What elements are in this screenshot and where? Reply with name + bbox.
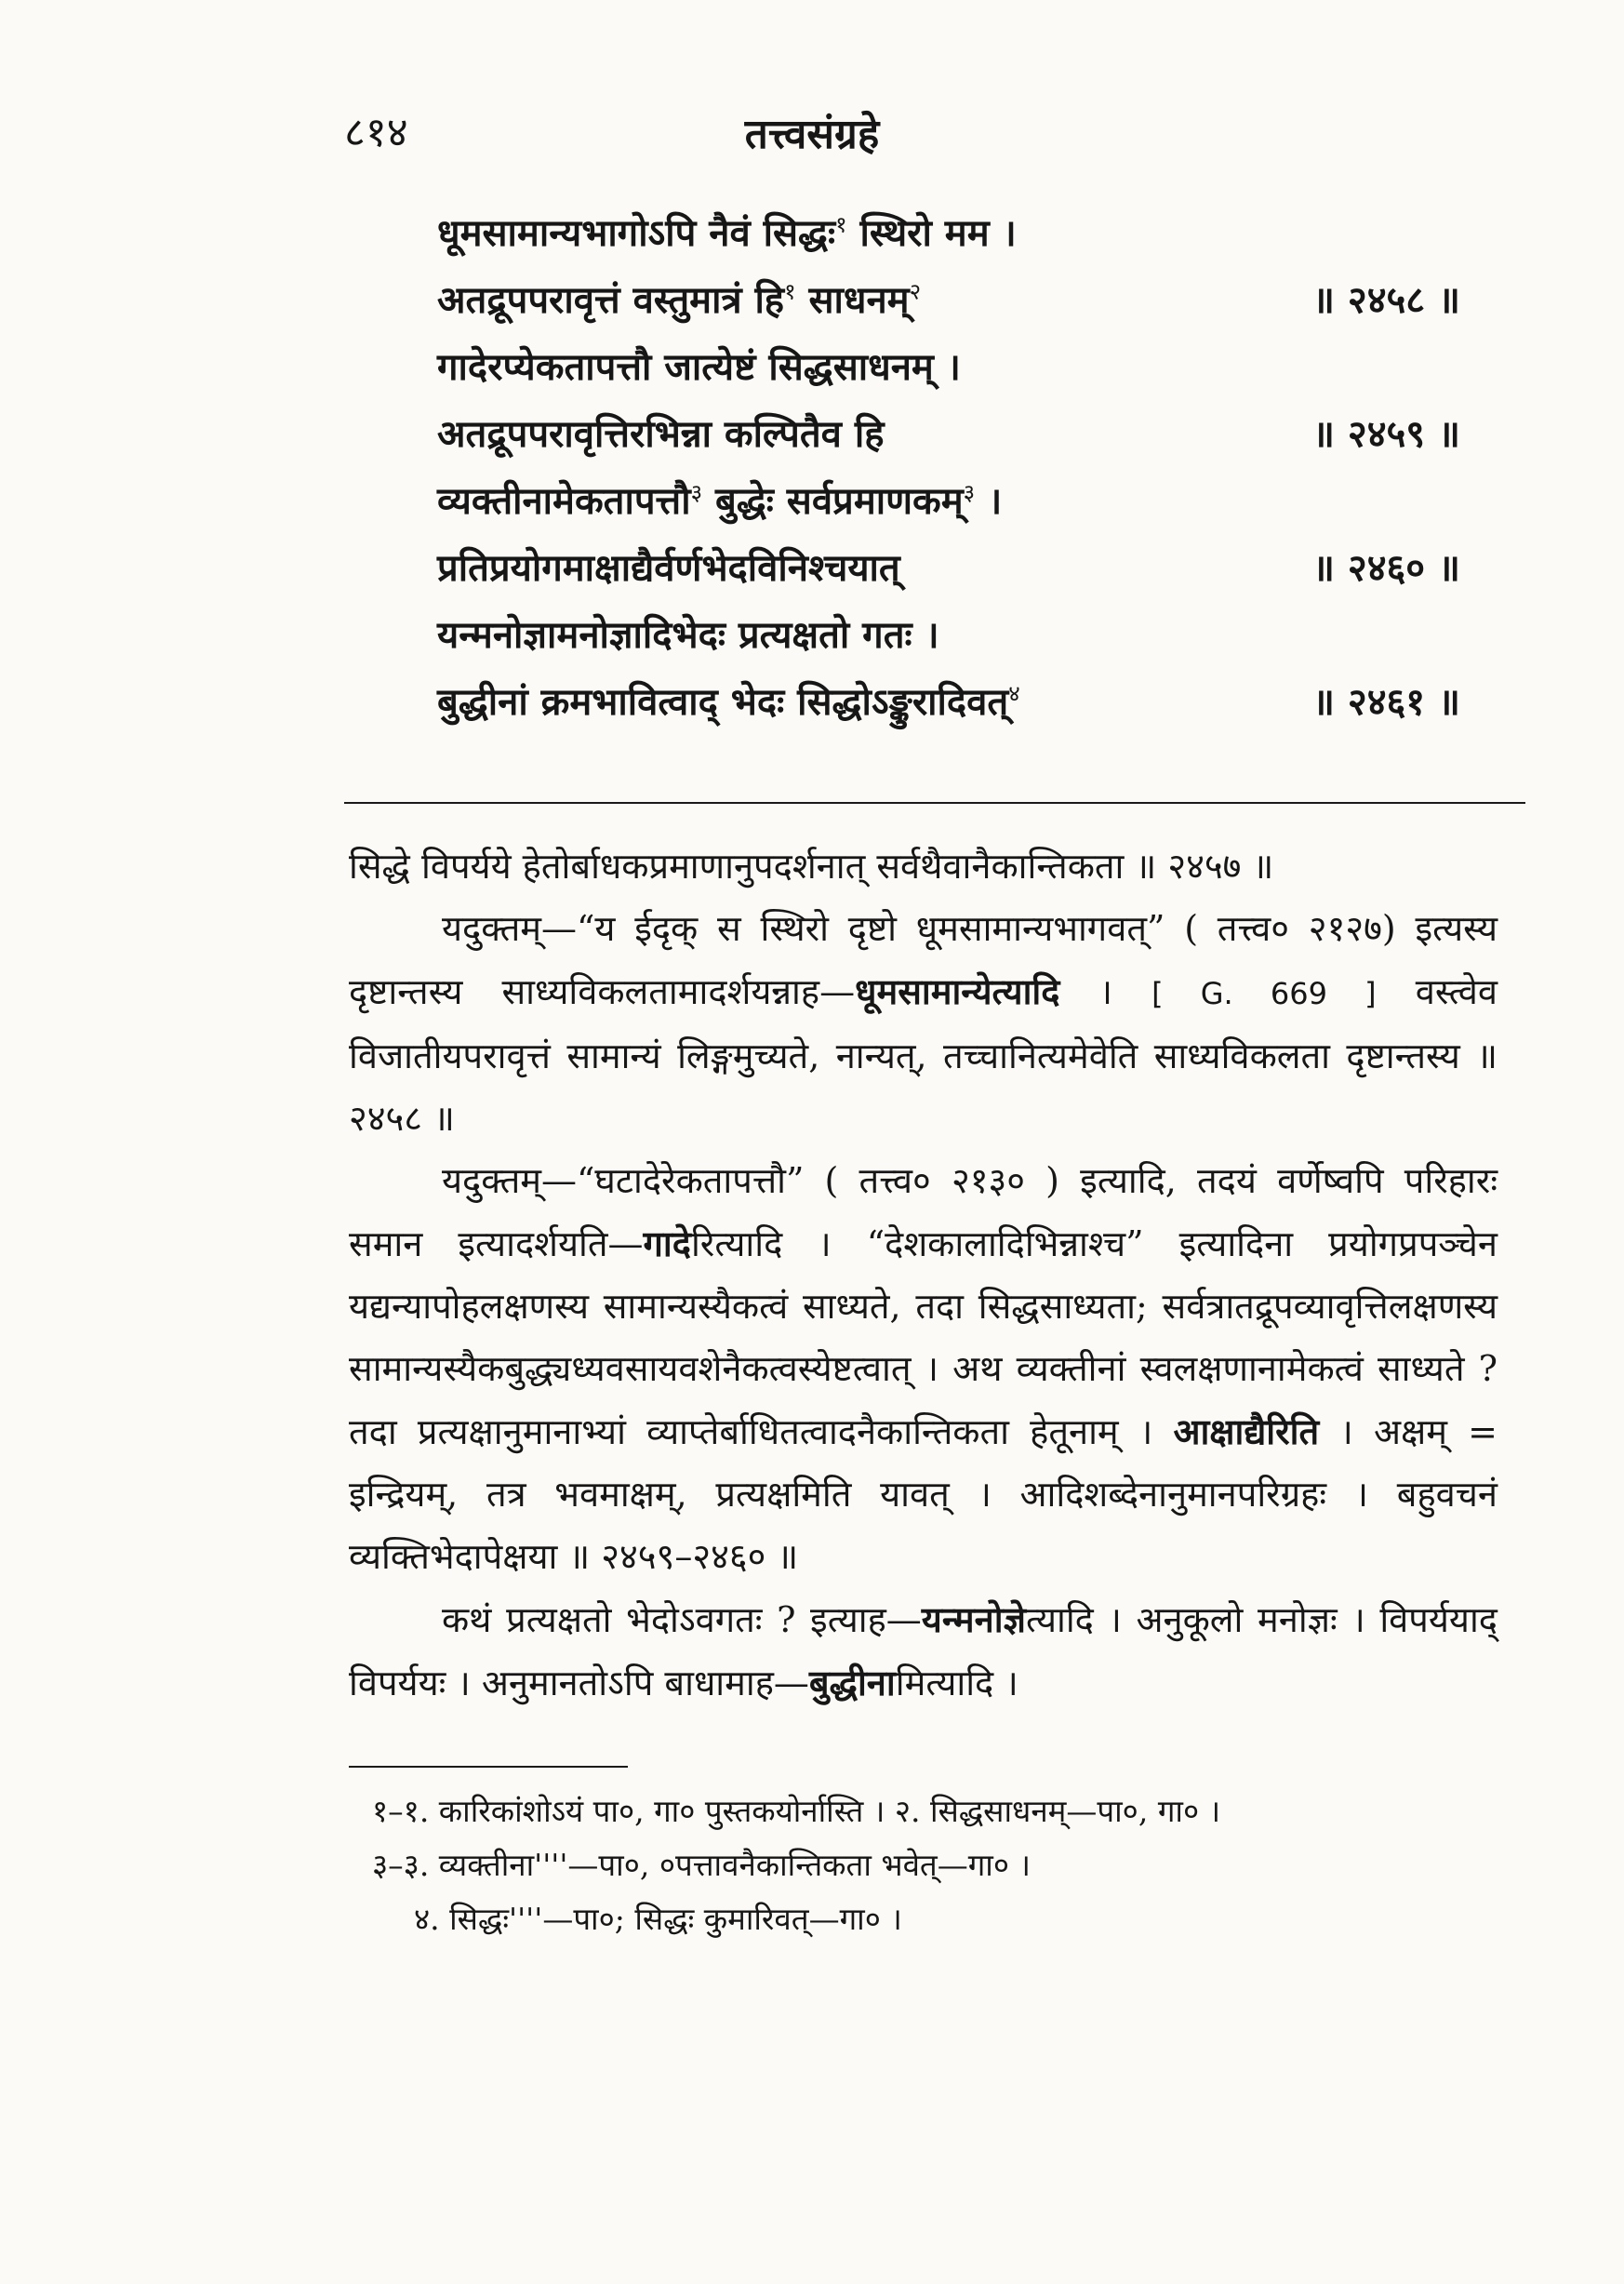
verse-line — [437, 468, 1498, 535]
verse-text: यन्मनोज्ञामनोज्ञादिभेदः प्रत्यक्षतो गतः । — [437, 613, 939, 657]
page-number: ८१४ — [344, 109, 408, 156]
verse-text: अतद्रूपपरावृत्तं वस्तुमात्रं हि — [437, 278, 785, 322]
verse-text: स्थिरो मम । — [846, 211, 1017, 255]
verse-line — [437, 669, 1498, 736]
verse-text: धूमसामान्यभागोऽपि नैवं सिद्धः — [437, 211, 836, 255]
footnote-marker: २ — [909, 278, 922, 305]
verse-number: ॥ २४६१ ॥ — [1312, 680, 1460, 724]
footnote-marker: १ — [835, 211, 847, 238]
edition-page-marker: [ G. 669 ] — [1151, 976, 1377, 1011]
verse-text: अतद्रूपपरावृत्तिरभिन्ना कल्पितैव हि — [437, 412, 885, 456]
commentary-text: कथं प्रत्यक्षतो भेदोऽवगतः ? इत्याह— — [442, 1599, 922, 1640]
verse-line — [437, 602, 1498, 669]
verse-line — [437, 401, 1498, 468]
verse-number: ॥ २४५८ ॥ — [1312, 278, 1460, 322]
footnote-marker: १ — [784, 278, 796, 305]
footnote: १–१. कारिकांशोऽयं पा०, गा० पुस्तकयोर्नास्ति । २. सिद्धसाधनम्—पा०, गा० । — [372, 1793, 1221, 1829]
verse-text: प्रतिप्रयोगमाक्षाद्यैर्वर्णभेदविनिश्चयात् — [437, 546, 900, 590]
lemma: धूमसामान्येत्यादि — [855, 970, 1060, 1012]
commentary-paragraph — [349, 1588, 1498, 1715]
commentary-paragraph — [349, 1150, 1498, 1588]
verse-text: । — [975, 479, 1003, 523]
footnotes — [372, 1784, 1507, 1946]
lemma: गादे — [643, 1222, 691, 1264]
footnote-marker: ३ — [690, 479, 703, 506]
commentary-paragraph — [349, 898, 1498, 1150]
footnote: ३–३. व्यक्तीना''''—पा०, ०पत्तावनैकान्तिकता भवेत्—गा० । — [372, 1847, 1032, 1883]
lemma: आक्षाद्यैरिति — [1173, 1410, 1320, 1452]
verse-text: बुद्धेः सर्वप्रमाणकम् — [702, 479, 964, 523]
commentary-text: । — [1059, 971, 1152, 1012]
commentary-paragraph: सिद्धे विपर्यये हेतोर्बाधकप्रमाणानुपदर्शनात् सर्वथैवानैकान्तिकता ॥ २४५७ ॥ — [349, 846, 1274, 887]
verse-line — [437, 535, 1498, 602]
commentary-text: यदुक्तम्—“घटादेरेकतापत्तौ” ( तत्त्व० २१३० ) इत्यादि, तदयं वर्णेष्वपि परिहारः समान इत्यादर्शयति— — [349, 1160, 1498, 1264]
verse-text: गादेरप्येकतापत्तौ जात्येष्टं सिद्धसाधनम् । — [437, 345, 961, 389]
commentary-text: यदुक्तम्—“य ईदृक् स स्थिरो दृष्टो धूमसामान्यभागवत्” ( तत्त्व० २१२७) इत्यस्य दृष्टान्तस्य साध्यविकलतामादर्शयन्नाह— — [349, 908, 1498, 1012]
running-title: तत्त्वसंग्रहे — [744, 111, 880, 158]
verse-line — [437, 267, 1498, 334]
section-divider — [344, 802, 1525, 804]
commentary-text: वस्त्वेव विजातीयपरावृत्तं सामान्यं लिङ्गमुच्यते, नान्यत्, तच्चानित्यमेवेति साध्यविकलता दृष्टान्तस्य ॥ २४५८ ॥ — [349, 971, 1498, 1139]
commentary-text: रित्यादि । “देशकालादिभिन्नाश्च” इत्यादिना प्रयोगप्रपञ्चेन यद्यन्यापोहलक्षणस्य सामान्यस्यैकत्वं साध्यते, तदा सिद्धसाध्यता; सर्वत्रातद्रूपव्यावृत्तिलक्षणस्य सामान्यस्यैकबुद्ध्यध्यवसायवशेनैकत्वस्येष्टत्वात् । अथ व्यक्तीनां स्वलक्षणानामेकत्वं साध्यते ? तदा प्रत्यक्षानुमानाभ्यां व्याप्तेर्बाधितत्वादनैकान्तिकता हेतूनाम् । — [349, 1223, 1498, 1452]
footnote-marker: ३ — [963, 479, 976, 506]
commentary — [349, 835, 1498, 1715]
verse-text: बुद्धीनां क्रमभावित्वाद् भेदः सिद्धोऽङ्कुरादिवत् — [437, 680, 1009, 724]
footnote-divider — [349, 1766, 628, 1768]
verse-number: ॥ २४५९ ॥ — [1312, 412, 1460, 456]
verse-number: ॥ २४६० ॥ — [1312, 546, 1460, 590]
footnote: ४. सिद्धः''''—पा०; सिद्धः कुमारिवत्—गा० । — [414, 1901, 902, 1937]
verse-line — [437, 334, 1498, 401]
lemma: यन्मनोज्ञे — [921, 1598, 1026, 1640]
footnote-marker: ४ — [1008, 680, 1020, 707]
commentary-text: । अक्षम् = इन्द्रियम्, तत्र भवमाक्षम्, प्रत्यक्षमिति यावत् । आदिशब्देनानुमानपरिग्रहः । बहुवचनं व्यक्तिभेदापेक्षया ॥ २४५९–२४६० ॥ — [349, 1411, 1498, 1577]
commentary-text: मित्यादि । — [895, 1663, 1018, 1703]
verse-block — [437, 200, 1498, 736]
commentary-text: त्यादि । अनुकूलो मनोज्ञः । विपर्ययाद् विपर्ययः । अनुमानतोऽपि बाधामाह— — [349, 1599, 1498, 1703]
verse-line — [437, 200, 1498, 267]
verse-text: व्यक्तीनामेकतापत्तौ — [437, 479, 691, 523]
verse-text: साधनम् — [795, 278, 910, 322]
lemma: बुद्धीना — [808, 1662, 896, 1703]
